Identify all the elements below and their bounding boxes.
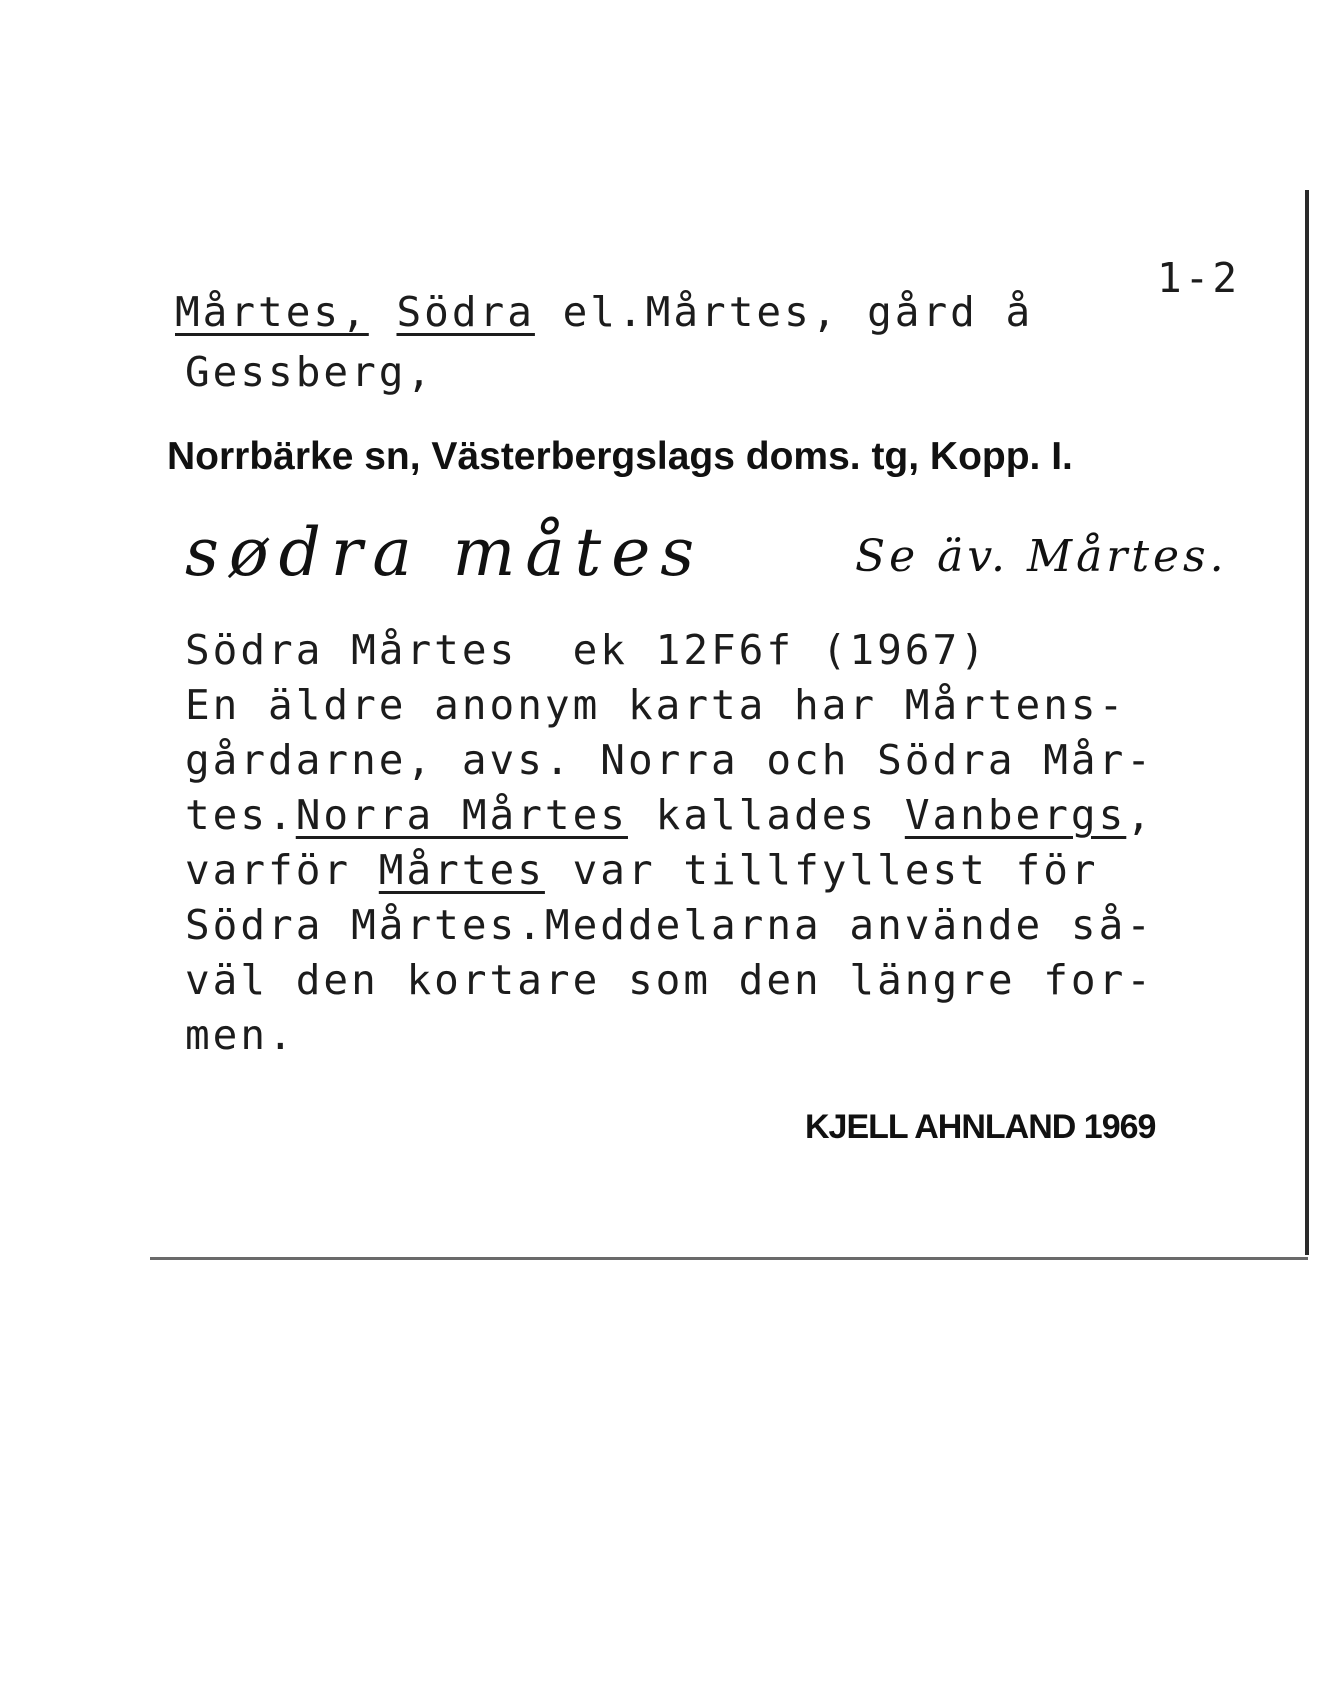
body-line-4 (185, 791, 1154, 839)
body-line-1: Södra Mårtes ek 12F6f (1967) (185, 626, 988, 674)
body-line-8: men. (185, 1011, 296, 1059)
card-number: 1-2 (1157, 254, 1241, 302)
body-line-4-c: kallades (627, 791, 905, 839)
body-line-2: En äldre anonym karta har Mårtens- (185, 681, 1127, 729)
body-line-6: Södra Mårtes.Meddelarna använde så- (185, 901, 1154, 949)
signature: KJELL AHNLAND 1969 (805, 1108, 1156, 1146)
handwritten-pronunciation: sødra måtes (185, 514, 705, 591)
body-line-3: gårdarne, avs. Norra och Södra Mår- (185, 736, 1154, 784)
body-line-4-e: , (1126, 791, 1154, 839)
card-right-edge (1305, 190, 1309, 1255)
body-line-4-a: tes. (185, 791, 296, 839)
heading-qualifier: Södra (396, 288, 535, 336)
body-line-5 (185, 846, 1099, 894)
heading-space (369, 288, 397, 336)
body-norra-martes: Norra Mårtes (295, 791, 628, 839)
location-line: Norrbärke sn, Västerbergslags doms. tg, Kopp. I. (167, 435, 1073, 478)
heading-name: Mårtes, (175, 288, 369, 336)
heading-line-1 (175, 288, 1034, 336)
body-martes: Mårtes (378, 846, 545, 894)
body-line-7: väl den kortare som den längre for- (185, 956, 1154, 1004)
body-line-5-a: varför (185, 846, 379, 894)
handwritten-see-also: Se äv. Mårtes. (855, 531, 1228, 582)
heading-rest: el.Mårtes, gård å (534, 288, 1034, 336)
card-bottom-edge (150, 1257, 1308, 1260)
body-vanbergs: Vanbergs (904, 791, 1127, 839)
heading-line-2: Gessberg, (185, 348, 435, 396)
body-line-5-c: var tillfyllest för (544, 846, 1099, 894)
